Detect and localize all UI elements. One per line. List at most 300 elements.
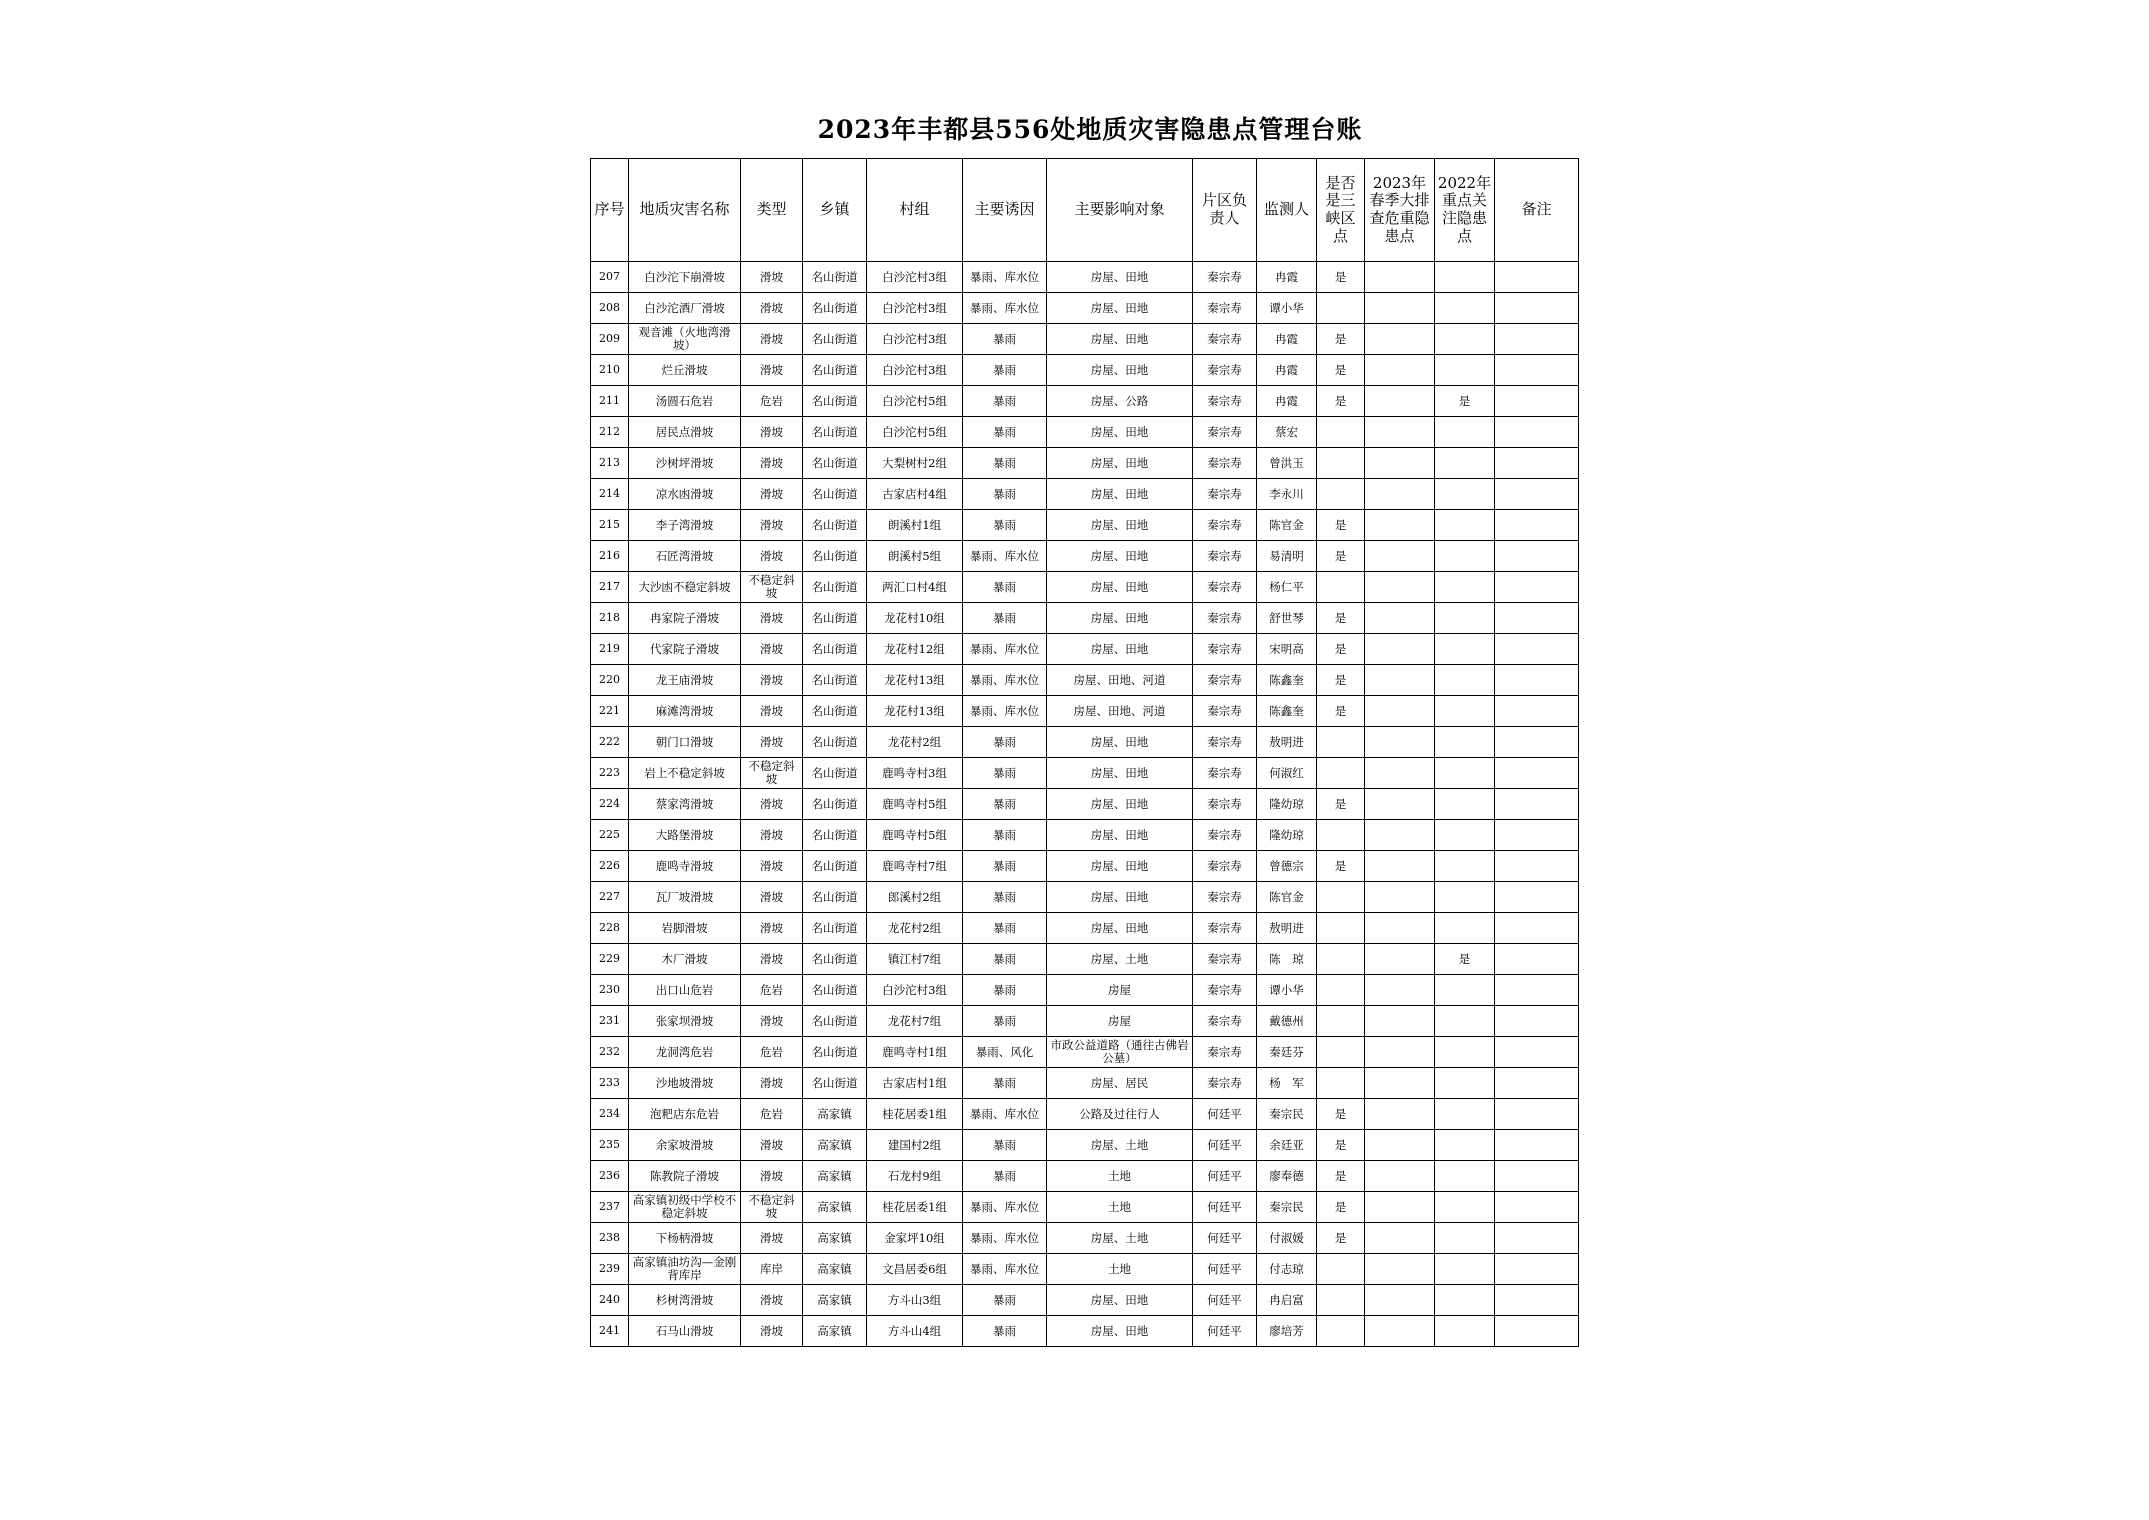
- cell-type: 危岩: [741, 1099, 803, 1130]
- header-remarks: 备注: [1495, 159, 1579, 262]
- cell-seq: 215: [591, 510, 629, 541]
- cell-affected-objects: 房屋、田地: [1047, 541, 1193, 572]
- table-row: [591, 417, 1579, 448]
- cell-affected-objects: 公路及过往行人: [1047, 1099, 1193, 1130]
- cell-village-group: 鹿鸣寺村3组: [867, 758, 963, 789]
- cell-area-lead: 秦宗寿: [1193, 944, 1257, 975]
- cell-seq: 237: [591, 1192, 629, 1223]
- cell-main-cause: 暴雨: [963, 975, 1047, 1006]
- cell-remarks: [1495, 758, 1579, 789]
- table-row: [591, 789, 1579, 820]
- cell-type: 滑坡: [741, 851, 803, 882]
- table-row: [591, 1192, 1579, 1223]
- cell-seq: 209: [591, 324, 629, 355]
- cell-type: 危岩: [741, 1037, 803, 1068]
- cell-village-group: 鹿鸣寺村5组: [867, 820, 963, 851]
- cell-area-lead: 秦宗寿: [1193, 448, 1257, 479]
- cell-area-lead: 秦宗寿: [1193, 572, 1257, 603]
- cell-2023-spring-critical: [1365, 1037, 1435, 1068]
- cell-three-gorges: [1317, 1037, 1365, 1068]
- cell-affected-objects: 房屋、田地: [1047, 789, 1193, 820]
- cell-seq: 241: [591, 1316, 629, 1347]
- cell-village-group: 鹿鸣寺村5组: [867, 789, 963, 820]
- cell-three-gorges: 是: [1317, 1223, 1365, 1254]
- cell-three-gorges: [1317, 944, 1365, 975]
- cell-2023-spring-critical: [1365, 1130, 1435, 1161]
- cell-main-cause: 暴雨: [963, 479, 1047, 510]
- cell-2023-spring-critical: [1365, 789, 1435, 820]
- cell-hazard-name: 杉树湾滑坡: [629, 1285, 741, 1316]
- cell-area-lead: 何廷平: [1193, 1192, 1257, 1223]
- cell-hazard-name: 出口山危岩: [629, 975, 741, 1006]
- cell-remarks: [1495, 882, 1579, 913]
- cell-seq: 225: [591, 820, 629, 851]
- cell-2023-spring-critical: [1365, 1068, 1435, 1099]
- cell-remarks: [1495, 789, 1579, 820]
- cell-main-cause: 暴雨、库水位: [963, 1223, 1047, 1254]
- cell-area-lead: 何廷平: [1193, 1316, 1257, 1347]
- table-row: [591, 1068, 1579, 1099]
- cell-main-cause: 暴雨: [963, 789, 1047, 820]
- cell-monitor: 隆幼琼: [1257, 820, 1317, 851]
- cell-2022-key-focus: [1435, 541, 1495, 572]
- cell-township: 高家镇: [803, 1316, 867, 1347]
- cell-2023-spring-critical: [1365, 851, 1435, 882]
- cell-seq: 227: [591, 882, 629, 913]
- cell-2022-key-focus: [1435, 1006, 1495, 1037]
- cell-type: 滑坡: [741, 1161, 803, 1192]
- header-type: 类型: [741, 159, 803, 262]
- cell-hazard-name: 李子湾滑坡: [629, 510, 741, 541]
- cell-village-group: 朗溪村5组: [867, 541, 963, 572]
- cell-village-group: 桂花居委1组: [867, 1192, 963, 1223]
- cell-2022-key-focus: [1435, 448, 1495, 479]
- cell-village-group: 郎溪村2组: [867, 882, 963, 913]
- cell-2023-spring-critical: [1365, 1006, 1435, 1037]
- cell-seq: 233: [591, 1068, 629, 1099]
- cell-main-cause: 暴雨: [963, 882, 1047, 913]
- hazard-ledger-table: [590, 158, 1579, 1347]
- cell-monitor: 付志琼: [1257, 1254, 1317, 1285]
- cell-remarks: [1495, 944, 1579, 975]
- cell-monitor: 冉霞: [1257, 324, 1317, 355]
- cell-remarks: [1495, 851, 1579, 882]
- cell-township: 名山街道: [803, 1068, 867, 1099]
- cell-township: 高家镇: [803, 1099, 867, 1130]
- cell-main-cause: 暴雨、库水位: [963, 696, 1047, 727]
- cell-2023-spring-critical: [1365, 541, 1435, 572]
- cell-area-lead: 秦宗寿: [1193, 696, 1257, 727]
- cell-three-gorges: [1317, 758, 1365, 789]
- cell-2022-key-focus: [1435, 882, 1495, 913]
- cell-type: 不稳定斜坡: [741, 1192, 803, 1223]
- cell-type: 滑坡: [741, 820, 803, 851]
- cell-three-gorges: 是: [1317, 1130, 1365, 1161]
- cell-township: 名山街道: [803, 634, 867, 665]
- cell-village-group: 古家店村1组: [867, 1068, 963, 1099]
- cell-affected-objects: 房屋、土地: [1047, 1223, 1193, 1254]
- cell-hazard-name: 凉水凼滑坡: [629, 479, 741, 510]
- cell-2022-key-focus: [1435, 913, 1495, 944]
- cell-area-lead: 秦宗寿: [1193, 758, 1257, 789]
- cell-main-cause: 暴雨、库水位: [963, 262, 1047, 293]
- cell-three-gorges: 是: [1317, 541, 1365, 572]
- cell-affected-objects: 房屋、土地: [1047, 944, 1193, 975]
- cell-seq: 213: [591, 448, 629, 479]
- cell-affected-objects: 房屋、田地: [1047, 851, 1193, 882]
- table-row: [591, 944, 1579, 975]
- cell-village-group: 白沙沱村3组: [867, 262, 963, 293]
- cell-seq: 218: [591, 603, 629, 634]
- cell-area-lead: 秦宗寿: [1193, 727, 1257, 758]
- cell-three-gorges: 是: [1317, 355, 1365, 386]
- cell-three-gorges: [1317, 293, 1365, 324]
- cell-hazard-name: 岩上不稳定斜坡: [629, 758, 741, 789]
- cell-2023-spring-critical: [1365, 1316, 1435, 1347]
- cell-affected-objects: 房屋、居民: [1047, 1068, 1193, 1099]
- cell-2023-spring-critical: [1365, 262, 1435, 293]
- header-three-gorges: 是否是三峡区点: [1317, 159, 1365, 262]
- cell-2023-spring-critical: [1365, 510, 1435, 541]
- cell-2022-key-focus: [1435, 1130, 1495, 1161]
- cell-township: 名山街道: [803, 541, 867, 572]
- cell-affected-objects: 房屋、田地: [1047, 603, 1193, 634]
- cell-remarks: [1495, 1223, 1579, 1254]
- cell-village-group: 白沙沱村3组: [867, 324, 963, 355]
- cell-remarks: [1495, 913, 1579, 944]
- cell-monitor: 隆幼琼: [1257, 789, 1317, 820]
- cell-affected-objects: 房屋、田地: [1047, 510, 1193, 541]
- cell-three-gorges: 是: [1317, 262, 1365, 293]
- table-row: [591, 355, 1579, 386]
- table-row: [591, 1037, 1579, 1068]
- cell-affected-objects: 房屋: [1047, 1006, 1193, 1037]
- cell-2022-key-focus: [1435, 572, 1495, 603]
- cell-hazard-name: 龙洞湾危岩: [629, 1037, 741, 1068]
- cell-type: 滑坡: [741, 541, 803, 572]
- cell-seq: 226: [591, 851, 629, 882]
- cell-village-group: 白沙沱村5组: [867, 417, 963, 448]
- cell-monitor: 舒世琴: [1257, 603, 1317, 634]
- cell-affected-objects: 房屋、公路: [1047, 386, 1193, 417]
- cell-monitor: 何淑红: [1257, 758, 1317, 789]
- cell-monitor: 冉霞: [1257, 262, 1317, 293]
- cell-hazard-name: 石匠湾滑坡: [629, 541, 741, 572]
- cell-hazard-name: 居民点滑坡: [629, 417, 741, 448]
- cell-2022-key-focus: [1435, 696, 1495, 727]
- table-row: [591, 1161, 1579, 1192]
- cell-hazard-name: 高家镇初级中学校不稳定斜坡: [629, 1192, 741, 1223]
- cell-main-cause: 暴雨: [963, 1130, 1047, 1161]
- cell-type: 滑坡: [741, 479, 803, 510]
- cell-2023-spring-critical: [1365, 696, 1435, 727]
- table-row: [591, 1006, 1579, 1037]
- cell-remarks: [1495, 1006, 1579, 1037]
- cell-2022-key-focus: [1435, 820, 1495, 851]
- cell-area-lead: 秦宗寿: [1193, 882, 1257, 913]
- cell-remarks: [1495, 1254, 1579, 1285]
- cell-monitor: 陈官金: [1257, 882, 1317, 913]
- cell-type: 滑坡: [741, 913, 803, 944]
- cell-affected-objects: 房屋、田地、河道: [1047, 665, 1193, 696]
- cell-2023-spring-critical: [1365, 1223, 1435, 1254]
- cell-affected-objects: 市政公益道路（通往古佛岩公墓）: [1047, 1037, 1193, 1068]
- cell-township: 高家镇: [803, 1161, 867, 1192]
- cell-main-cause: 暴雨、库水位: [963, 1254, 1047, 1285]
- cell-2023-spring-critical: [1365, 1161, 1435, 1192]
- cell-village-group: 龙花村13组: [867, 696, 963, 727]
- cell-village-group: 白沙沱村3组: [867, 355, 963, 386]
- cell-2022-key-focus: [1435, 665, 1495, 696]
- cell-2022-key-focus: [1435, 355, 1495, 386]
- cell-main-cause: 暴雨: [963, 1161, 1047, 1192]
- cell-township: 名山街道: [803, 851, 867, 882]
- cell-main-cause: 暴雨: [963, 1285, 1047, 1316]
- cell-monitor: 廖奉德: [1257, 1161, 1317, 1192]
- cell-area-lead: 秦宗寿: [1193, 355, 1257, 386]
- table-row: [591, 510, 1579, 541]
- cell-township: 高家镇: [803, 1254, 867, 1285]
- cell-hazard-name: 大路堡滑坡: [629, 820, 741, 851]
- cell-2023-spring-critical: [1365, 1285, 1435, 1316]
- cell-monitor: 秦宗民: [1257, 1192, 1317, 1223]
- cell-2023-spring-critical: [1365, 355, 1435, 386]
- header-village-group: 村组: [867, 159, 963, 262]
- cell-village-group: 古家店村4组: [867, 479, 963, 510]
- cell-remarks: [1495, 820, 1579, 851]
- cell-type: 滑坡: [741, 324, 803, 355]
- cell-type: 滑坡: [741, 1130, 803, 1161]
- cell-monitor: 余廷亚: [1257, 1130, 1317, 1161]
- cell-type: 危岩: [741, 975, 803, 1006]
- cell-seq: 234: [591, 1099, 629, 1130]
- header-monitor: 监测人: [1257, 159, 1317, 262]
- cell-remarks: [1495, 1068, 1579, 1099]
- header-2022-key-focus: 2022年重点关注隐患点: [1435, 159, 1495, 262]
- cell-village-group: 桂花居委1组: [867, 1099, 963, 1130]
- cell-remarks: [1495, 510, 1579, 541]
- cell-hazard-name: 观音滩（火地湾滑坡）: [629, 324, 741, 355]
- table-row: [591, 262, 1579, 293]
- cell-village-group: 白沙沱村3组: [867, 293, 963, 324]
- cell-area-lead: 何廷平: [1193, 1254, 1257, 1285]
- cell-hazard-name: 蔡家湾滑坡: [629, 789, 741, 820]
- cell-hazard-name: 白沙沱酒厂滑坡: [629, 293, 741, 324]
- cell-main-cause: 暴雨: [963, 355, 1047, 386]
- cell-area-lead: 秦宗寿: [1193, 386, 1257, 417]
- cell-affected-objects: 房屋、田地: [1047, 1285, 1193, 1316]
- cell-three-gorges: [1317, 417, 1365, 448]
- cell-main-cause: 暴雨: [963, 851, 1047, 882]
- cell-three-gorges: [1317, 727, 1365, 758]
- cell-seq: 219: [591, 634, 629, 665]
- cell-monitor: 李永川: [1257, 479, 1317, 510]
- cell-seq: 214: [591, 479, 629, 510]
- cell-2022-key-focus: [1435, 789, 1495, 820]
- cell-remarks: [1495, 417, 1579, 448]
- cell-main-cause: 暴雨: [963, 944, 1047, 975]
- cell-main-cause: 暴雨: [963, 603, 1047, 634]
- cell-village-group: 龙花村2组: [867, 913, 963, 944]
- cell-2022-key-focus: 是: [1435, 944, 1495, 975]
- cell-township: 名山街道: [803, 386, 867, 417]
- cell-hazard-name: 冉家院子滑坡: [629, 603, 741, 634]
- cell-three-gorges: [1317, 448, 1365, 479]
- cell-hazard-name: 岩脚滑坡: [629, 913, 741, 944]
- cell-monitor: 陈鑫奎: [1257, 696, 1317, 727]
- cell-three-gorges: [1317, 1006, 1365, 1037]
- cell-affected-objects: 房屋: [1047, 975, 1193, 1006]
- cell-main-cause: 暴雨、库水位: [963, 634, 1047, 665]
- table-row: [591, 1254, 1579, 1285]
- cell-seq: 207: [591, 262, 629, 293]
- cell-2023-spring-critical: [1365, 448, 1435, 479]
- cell-township: 名山街道: [803, 1037, 867, 1068]
- table-row: [591, 851, 1579, 882]
- cell-type: 滑坡: [741, 510, 803, 541]
- cell-three-gorges: [1317, 820, 1365, 851]
- cell-2023-spring-critical: [1365, 820, 1435, 851]
- cell-2023-spring-critical: [1365, 417, 1435, 448]
- cell-area-lead: 秦宗寿: [1193, 665, 1257, 696]
- cell-area-lead: 秦宗寿: [1193, 417, 1257, 448]
- cell-area-lead: 秦宗寿: [1193, 913, 1257, 944]
- cell-monitor: 陈官金: [1257, 510, 1317, 541]
- cell-remarks: [1495, 603, 1579, 634]
- cell-hazard-name: 大沙凼不稳定斜坡: [629, 572, 741, 603]
- cell-seq: 211: [591, 386, 629, 417]
- cell-2022-key-focus: [1435, 1254, 1495, 1285]
- cell-2023-spring-critical: [1365, 1192, 1435, 1223]
- cell-remarks: [1495, 1161, 1579, 1192]
- cell-seq: 239: [591, 1254, 629, 1285]
- table-row: [591, 386, 1579, 417]
- cell-main-cause: 暴雨: [963, 510, 1047, 541]
- cell-2022-key-focus: [1435, 1285, 1495, 1316]
- cell-township: 名山街道: [803, 479, 867, 510]
- cell-main-cause: 暴雨: [963, 758, 1047, 789]
- cell-three-gorges: [1317, 479, 1365, 510]
- header-area-lead: 片区负责人: [1193, 159, 1257, 262]
- header-2023-spring-critical: 2023年春季大排查危重隐患点: [1365, 159, 1435, 262]
- header-affected-objects: 主要影响对象: [1047, 159, 1193, 262]
- cell-type: 滑坡: [741, 944, 803, 975]
- cell-village-group: 龙花村2组: [867, 727, 963, 758]
- cell-remarks: [1495, 262, 1579, 293]
- cell-monitor: 戴德州: [1257, 1006, 1317, 1037]
- cell-seq: 238: [591, 1223, 629, 1254]
- cell-2022-key-focus: [1435, 1223, 1495, 1254]
- cell-hazard-name: 石马山滑坡: [629, 1316, 741, 1347]
- cell-seq: 217: [591, 572, 629, 603]
- cell-township: 名山街道: [803, 572, 867, 603]
- cell-hazard-name: 朝门口滑坡: [629, 727, 741, 758]
- cell-main-cause: 暴雨: [963, 1006, 1047, 1037]
- cell-affected-objects: 土地: [1047, 1192, 1193, 1223]
- cell-seq: 221: [591, 696, 629, 727]
- cell-main-cause: 暴雨、库水位: [963, 1192, 1047, 1223]
- cell-three-gorges: 是: [1317, 634, 1365, 665]
- cell-hazard-name: 陈教院子滑坡: [629, 1161, 741, 1192]
- cell-2022-key-focus: [1435, 324, 1495, 355]
- cell-affected-objects: 房屋、田地: [1047, 324, 1193, 355]
- cell-affected-objects: 房屋、田地: [1047, 572, 1193, 603]
- cell-monitor: 陈鑫奎: [1257, 665, 1317, 696]
- cell-seq: 231: [591, 1006, 629, 1037]
- table-header-row: [591, 159, 1579, 262]
- cell-village-group: 镇江村7组: [867, 944, 963, 975]
- cell-monitor: 付淑媛: [1257, 1223, 1317, 1254]
- cell-type: 滑坡: [741, 1006, 803, 1037]
- cell-three-gorges: [1317, 572, 1365, 603]
- table-row: [591, 603, 1579, 634]
- cell-2023-spring-critical: [1365, 727, 1435, 758]
- cell-hazard-name: 烂丘滑坡: [629, 355, 741, 386]
- cell-type: 滑坡: [741, 665, 803, 696]
- cell-seq: 232: [591, 1037, 629, 1068]
- cell-2023-spring-critical: [1365, 479, 1435, 510]
- table-row: [591, 293, 1579, 324]
- cell-area-lead: 秦宗寿: [1193, 324, 1257, 355]
- cell-township: 名山街道: [803, 789, 867, 820]
- cell-type: 滑坡: [741, 448, 803, 479]
- cell-monitor: 秦廷芬: [1257, 1037, 1317, 1068]
- cell-three-gorges: 是: [1317, 1192, 1365, 1223]
- table-row: [591, 913, 1579, 944]
- cell-monitor: 宋明高: [1257, 634, 1317, 665]
- cell-township: 名山街道: [803, 355, 867, 386]
- cell-monitor: 杨 军: [1257, 1068, 1317, 1099]
- cell-township: 名山街道: [803, 665, 867, 696]
- cell-hazard-name: 代家院子滑坡: [629, 634, 741, 665]
- cell-2023-spring-critical: [1365, 882, 1435, 913]
- cell-three-gorges: 是: [1317, 696, 1365, 727]
- table-row: [591, 634, 1579, 665]
- cell-three-gorges: [1317, 1254, 1365, 1285]
- cell-2023-spring-critical: [1365, 386, 1435, 417]
- cell-2022-key-focus: [1435, 603, 1495, 634]
- cell-monitor: 敖明进: [1257, 727, 1317, 758]
- cell-hazard-name: 高家镇油坊沟—金刚背库岸: [629, 1254, 741, 1285]
- cell-monitor: 杨仁平: [1257, 572, 1317, 603]
- cell-area-lead: 秦宗寿: [1193, 1068, 1257, 1099]
- cell-2022-key-focus: [1435, 1068, 1495, 1099]
- cell-hazard-name: 瓦厂坡滑坡: [629, 882, 741, 913]
- cell-seq: 228: [591, 913, 629, 944]
- cell-hazard-name: 鹿鸣寺滑坡: [629, 851, 741, 882]
- table-row: [591, 1099, 1579, 1130]
- cell-area-lead: 秦宗寿: [1193, 510, 1257, 541]
- cell-hazard-name: 龙王庙滑坡: [629, 665, 741, 696]
- cell-main-cause: 暴雨: [963, 417, 1047, 448]
- cell-remarks: [1495, 1099, 1579, 1130]
- cell-three-gorges: 是: [1317, 386, 1365, 417]
- cell-remarks: [1495, 975, 1579, 1006]
- cell-township: 名山街道: [803, 603, 867, 634]
- cell-type: 滑坡: [741, 603, 803, 634]
- table-row: [591, 572, 1579, 603]
- table-row: [591, 758, 1579, 789]
- cell-area-lead: 何廷平: [1193, 1130, 1257, 1161]
- cell-affected-objects: 房屋、田地、河道: [1047, 696, 1193, 727]
- table-row: [591, 1130, 1579, 1161]
- cell-seq: 230: [591, 975, 629, 1006]
- cell-affected-objects: 房屋、田地: [1047, 913, 1193, 944]
- cell-main-cause: 暴雨: [963, 727, 1047, 758]
- cell-village-group: 文昌居委6组: [867, 1254, 963, 1285]
- cell-hazard-name: 余家坡滑坡: [629, 1130, 741, 1161]
- cell-2023-spring-critical: [1365, 324, 1435, 355]
